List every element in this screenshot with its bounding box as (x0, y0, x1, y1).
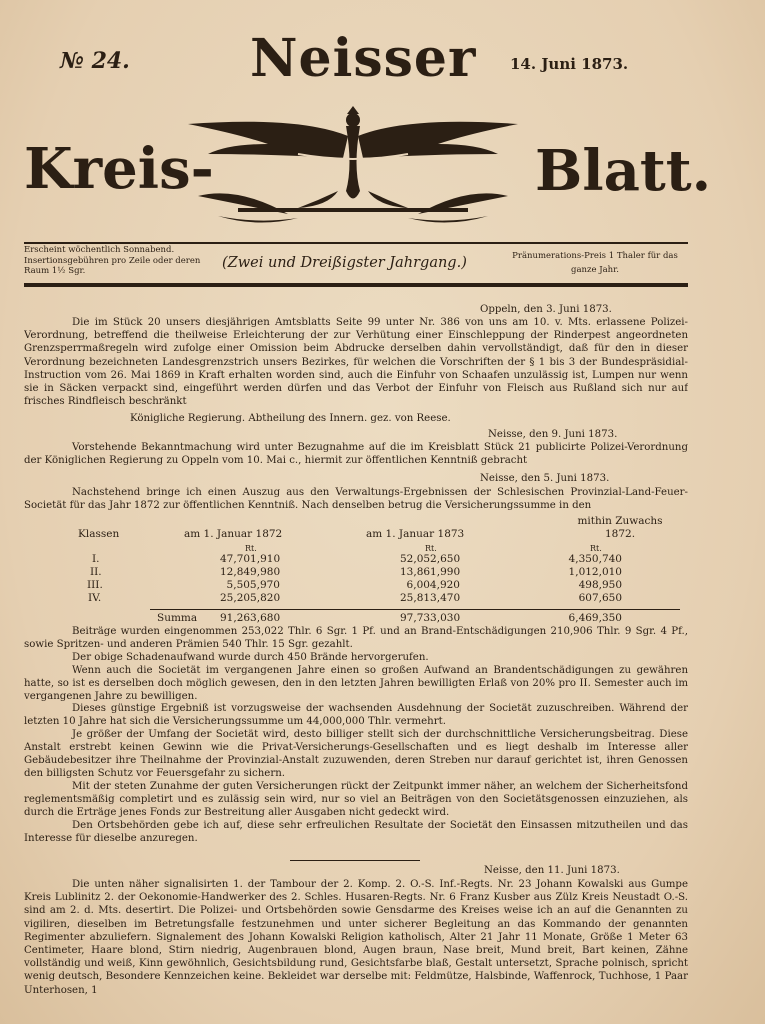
title-neisser: Neisser (250, 28, 477, 89)
dateline-oppeln: Oppeln, den 3. Juni 1873. (480, 304, 612, 315)
row-klasse: IV. (88, 592, 102, 604)
schedule-info (24, 245, 224, 277)
unit-label: Rt. (245, 544, 257, 553)
dateline-neisse-5: Neisse, den 5. Juni 1873. (480, 473, 610, 484)
dateline-neisse-11: Neisse, den 11. Juni 1873. (484, 865, 620, 876)
col-header-1873: am 1. Januar 1873 (366, 528, 465, 540)
col-header-1872: am 1. Januar 1872 (184, 528, 283, 540)
schedule-text: Erscheint wöchentlich Sonnabend. (24, 245, 175, 255)
paragraph: Den Ortsbehörden gebe ich auf, diese sehr erfreulichen Resultate der Societät den Einsassen mitzutheilen und das Interesse für dieselbe anzuregen. (24, 819, 688, 844)
masthead-rule-bottom (24, 283, 688, 287)
summa-zuwachs: 6,469,350 (568, 612, 622, 624)
summa-label: Summa (157, 612, 198, 624)
notice-bekanntmachung (24, 441, 688, 469)
row-klasse: II. (90, 566, 102, 578)
paragraph: Der obige Schadenaufwand wurde durch 450 Brände hervorgerufen. (72, 651, 429, 663)
signature-regierung: Königliche Regierung. Abtheilung des Innern. gez. von Reese. (130, 413, 451, 424)
fees-text: Insertionsgebühren pro Zeile oder deren Raum 1½ Sgr. (24, 255, 201, 276)
masthead-rule-top (24, 242, 688, 244)
row-value-1872: 12,849,980 (220, 566, 281, 578)
col-header-zuwachs: mithin Zuwachs 1872. (577, 515, 663, 540)
unit-label: Rt. (425, 544, 437, 553)
notice-bekanntmachung-text: Vorstehende Bekanntmachung wird unter Bezugnahme auf die im Kreisblatt Stück 21 publicirte Polizei-Verordnung der Königlichen Regierung zu Oppeln vom 10. Mai c., hiermit zur öffentlichen Kenntniß gebracht (24, 442, 688, 467)
row-value-1873: 52,052,650 (400, 553, 461, 565)
price-info: Pränumerations-Preis 1 Thaler für das ganze Jahr. (512, 251, 678, 275)
notice-societaet-intro (24, 486, 688, 514)
row-value-1873: 6,004,920 (406, 579, 460, 591)
notice-deserteure (24, 878, 688, 1004)
row-value-1873: 13,861,990 (400, 566, 461, 578)
dateline-neisse-9: Neisse, den 9. Juni 1873. (488, 429, 618, 440)
notice-societaet-body (24, 626, 688, 858)
summa-1873: 97,733,030 (400, 612, 461, 624)
notice-rinderpest-text: Die im Stück 20 unsers diesjährigen Amtsblatts Seite 99 unter Nr. 386 von uns am 10. v. Mts. erlassene Polizei-Verordnung, betreffend die theilweise Erleichterung der zur Verhütung einer Einschleppung der Rinderpest angeordneten Grenzsperrmaßregeln wird zufolge einer Omission beim Abdrucke derselben dahin vervollständigt, daß für den in dieser Verordnung bezeichneten Landesgrenzstrich unsers Bezirkes, für welchen die Vorschriften der § 1 bis 3 der Bundespräsidial-Instruction vom 26. Mai 1869 in Kraft erhalten worden sind, auch die Einfuhr von Schaafen unzulässig ist, Lumpen nur wenn sie in Säcken verpackt sind, eingeführt werden dürfen und das Verbot der Einfuhr von Fleisch aus Rußland sich nur auf frisches Rindfleisch beschränkt (24, 317, 688, 408)
row-value-zuwachs: 498,950 (578, 579, 622, 591)
title-blatt: Blatt. (535, 138, 712, 204)
row-value-zuwachs: 1,012,010 (568, 566, 622, 578)
issue-date: 14. Juni 1873. (510, 55, 629, 73)
paragraph: Je größer der Umfang der Societät wird, desto billiger stellt sich der durchschnittliche Versicherungsbeitrag. Diese Anstalt erstrebt keinen Gewinn wie die Privat-Versicherungs-Gesellschaften und es liegt deshalb im Interesse aller Gebäudebesitzer ihre Theilnahme der Provinzial-Anstalt zuzuwenden, deren Streben nur darauf gerichtet ist, ihren Genossen den billigsten Schutz vor Feuersgefahr zu sichern. (24, 729, 688, 779)
summa-rule (150, 609, 680, 610)
row-value-1873: 25,813,470 (400, 592, 461, 604)
row-value-1872: 5,505,970 (226, 579, 280, 591)
row-value-zuwachs: 607,650 (578, 592, 622, 604)
row-value-1872: 47,701,910 (220, 553, 281, 565)
paragraph: Mit der steten Zunahme der guten Versicherungen rückt der Zeitpunkt immer näher, an welchem der Sicherheitsfond reglementsmäßig completirt und es zulässig sein wird, nur so viel an Beiträgen von den Societätsgenossen einzuziehen, als durch die Erträge jenes Fonds zur Bestreitung aller Ausgaben nicht gedeckt wird. (24, 780, 688, 818)
row-klasse: III. (87, 579, 103, 591)
row-value-zuwachs: 4,350,740 (568, 553, 622, 565)
issue-number: № 24. (60, 48, 130, 74)
notice-societaet-intro-text: Nachstehend bringe ich einen Auszug aus den Verwaltungs-Ergebnissen der Schlesischen Provinzial-Land-Feuer-Societät für das Jahr 1872 zur öffentlichen Kenntniß. Nach denselben betrug die Versicherungssumme in den (24, 487, 688, 512)
paragraph: Wenn auch die Societät im vergangenen Jahre einen so großen Aufwand an Brandentschädigungen zu gewähren hatte, so ist es derselben doch möglich gewesen, den in den letzten Jahren bewilligten Erlaß von 20% pro II. Semester auch im vergangenen Jahre zu bewilligen. (24, 664, 688, 702)
section-divider (290, 860, 420, 861)
notice-deserteure-text: Die unten näher signalisirten 1. der Tambour der 2. Komp. 2. O.-S. Inf.-Regts. Nr. 23 Johann Kowalski aus Gumpe Kreis Lublinitz 2. der Oekonomie-Handwerker des 2. Schles. Husaren-Regts. Nr. 6 Franz Kusber aus Zülz Kreis Neustadt O.-S. sind am 2. d. Mts. desertirt. Die Polizei- und Ortsbehörden sowie Gensdarme des Kreises weise ich an auf die Genannten zu vigiliren, dieselben im Betretungsfalle festzunehmen und unter sicherer Begleitung an das Kommando der genannten Regimenter abzuliefern. Signalement des Johann Kowalski Religion katholisch, Alter 21 Jahr 11 Monate, Größe 1 Meter 63 Centimeter, Haare blond, Stirn niedrig, Augenbrauen blond, Augen braun, Nase breit, Mund breit, Bart keinen, Zähne vollständig und weiß, Kinn gewöhnlich, Gesichtsbildung rund, Gesichtsfarbe blaß, Gestalt untersetzt, Sprache polnisch, spricht wenig deutsch, Besondere Kennzeichen keine. Bekleidet war derselbe mit: Feldmütze, Halsbinde, Waffenrock, Tuchhose, 1 Paar Unterhosen, 1 (24, 879, 688, 996)
summa-1872: 91,263,680 (220, 612, 281, 624)
row-value-1872: 25,205,820 (220, 592, 281, 604)
title-kreis: Kreis- (24, 136, 214, 202)
notice-rinderpest (24, 316, 688, 422)
paragraph: Dieses günstige Ergebniß ist vorzugsweise der wachsenden Ausdehnung der Societät zuzuschreiben. Während der letzten 10 Jahre hat sich die Versicherungssumme um 44,000,000 Thlr. vermehrt. (24, 703, 688, 728)
eagle-emblem-icon (178, 96, 528, 246)
paragraph: Beiträge wurden eingenommen 253,022 Thlr. 6 Sgr. 1 Pf. und an Brand-Entschädigungen 210,906 Thlr. 9 Sgr. 4 Pf., sowie Spritzen- und anderen Prämien 540 Thlr. 15 Sgr. gezahlt. (24, 626, 688, 650)
row-klasse: I. (92, 553, 100, 565)
col-header-klassen: Klassen (78, 528, 120, 540)
volume-info: (Zwei und Dreißigster Jahrgang.) (222, 255, 467, 271)
unit-label: Rt. (590, 544, 602, 553)
